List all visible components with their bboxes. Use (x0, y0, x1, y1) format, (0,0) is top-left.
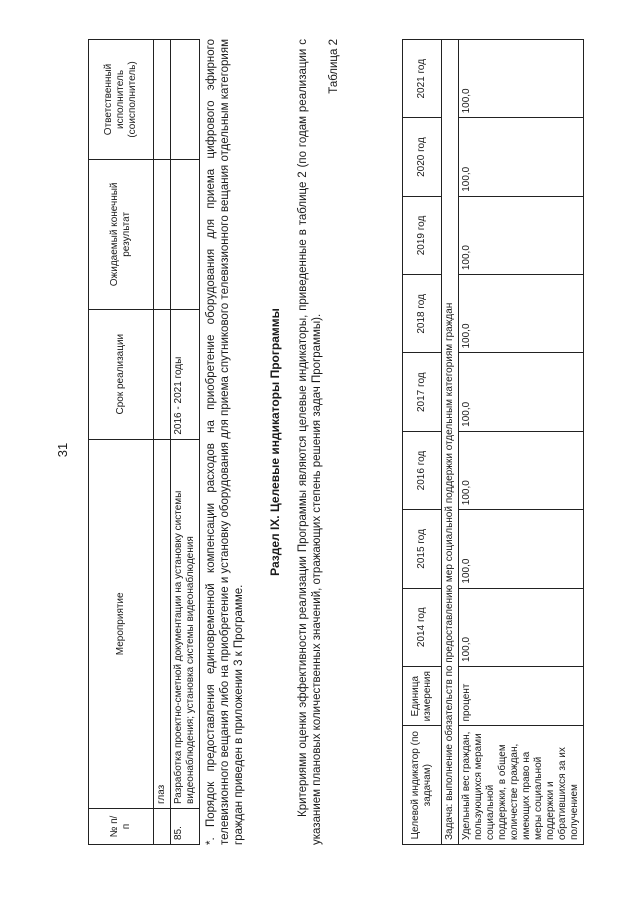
cell (171, 40, 200, 160)
indicators-table (402, 39, 584, 845)
section-title: Раздел IX. Целевые индикаторы Программы (268, 308, 282, 576)
header-unit: Единица измерения (403, 666, 442, 726)
cell: 85. (171, 809, 200, 845)
value-cell: 100,0 (459, 118, 584, 196)
indicator-cell: Удельный вес граждан, пользующихся мерами социальной поддержки, в общем количестве граждан, имеющих право на меры социальной поддержки и обратившихся за их получением (459, 726, 584, 845)
table-row (171, 40, 200, 845)
header-indicator: Целевой индикатор (по задачам) (403, 726, 442, 845)
header-measure: Мероприятие (89, 439, 154, 808)
cell: 2016 - 2021 годы (171, 309, 200, 439)
header-year: 2020 год (403, 118, 442, 196)
task-cell: Задача: выполнение обязательств по предоставлению мер социальной поддержки отдельным категориям граждан (442, 40, 459, 845)
header-year: 2018 год (403, 275, 442, 353)
header-year: 2015 год (403, 510, 442, 588)
table-label: Таблица 2 (328, 39, 340, 94)
header-num: № п/п (89, 809, 154, 845)
measures-table (88, 39, 200, 845)
intro-paragraph: Критериями оценки эффективности реализации Программы являются целевые индикаторы, приведенные в таблице 2 (по годам реализации с указанием плановых количественных значений, отражающих степень решения задач Программы). (297, 39, 323, 845)
header-period: Срок реализации (89, 309, 154, 439)
header-executor: Ответственный исполнитель (соисполнитель) (89, 40, 154, 160)
cell (154, 159, 171, 309)
unit-cell: процент (459, 666, 584, 726)
header-year: 2021 год (403, 40, 442, 118)
task-row (442, 40, 459, 845)
value-cell: 100,0 (459, 431, 584, 509)
table-header-row (403, 40, 442, 845)
header-year: 2017 год (403, 353, 442, 431)
cell: Разработка проектно-сметной документации на установку системы видеонаблюдения; установка системы видеонаблюдения (171, 439, 200, 808)
value-cell: 100,0 (459, 275, 584, 353)
cell (154, 809, 171, 845)
header-year: 2014 год (403, 588, 442, 666)
value-cell: 100,0 (459, 510, 584, 588)
header-result: Ожидаемый конечный результат (89, 159, 154, 309)
value-cell: 100,0 (459, 353, 584, 431)
header-year: 2019 год (403, 196, 442, 274)
page-number: 31 (55, 442, 70, 458)
table-header-row (89, 40, 154, 845)
cell (154, 309, 171, 439)
value-cell: 100,0 (459, 40, 584, 118)
table-row (154, 40, 171, 845)
cell (154, 40, 171, 160)
footnote: *. Порядок предоставления единовременной компенсации расходов на приобретение оборудования для приема цифрового эфирного телевизионного вещания либо на приобретение и установку оборудования для приема спутникового телевизионного вещания отдельным категориям граждан приведен в приложении 3 к Программе. (205, 39, 245, 845)
table-row (459, 40, 584, 845)
cell: глаз (154, 439, 171, 808)
value-cell: 100,0 (459, 196, 584, 274)
cell (171, 159, 200, 309)
header-year: 2016 год (403, 431, 442, 509)
value-cell: 100,0 (459, 588, 584, 666)
